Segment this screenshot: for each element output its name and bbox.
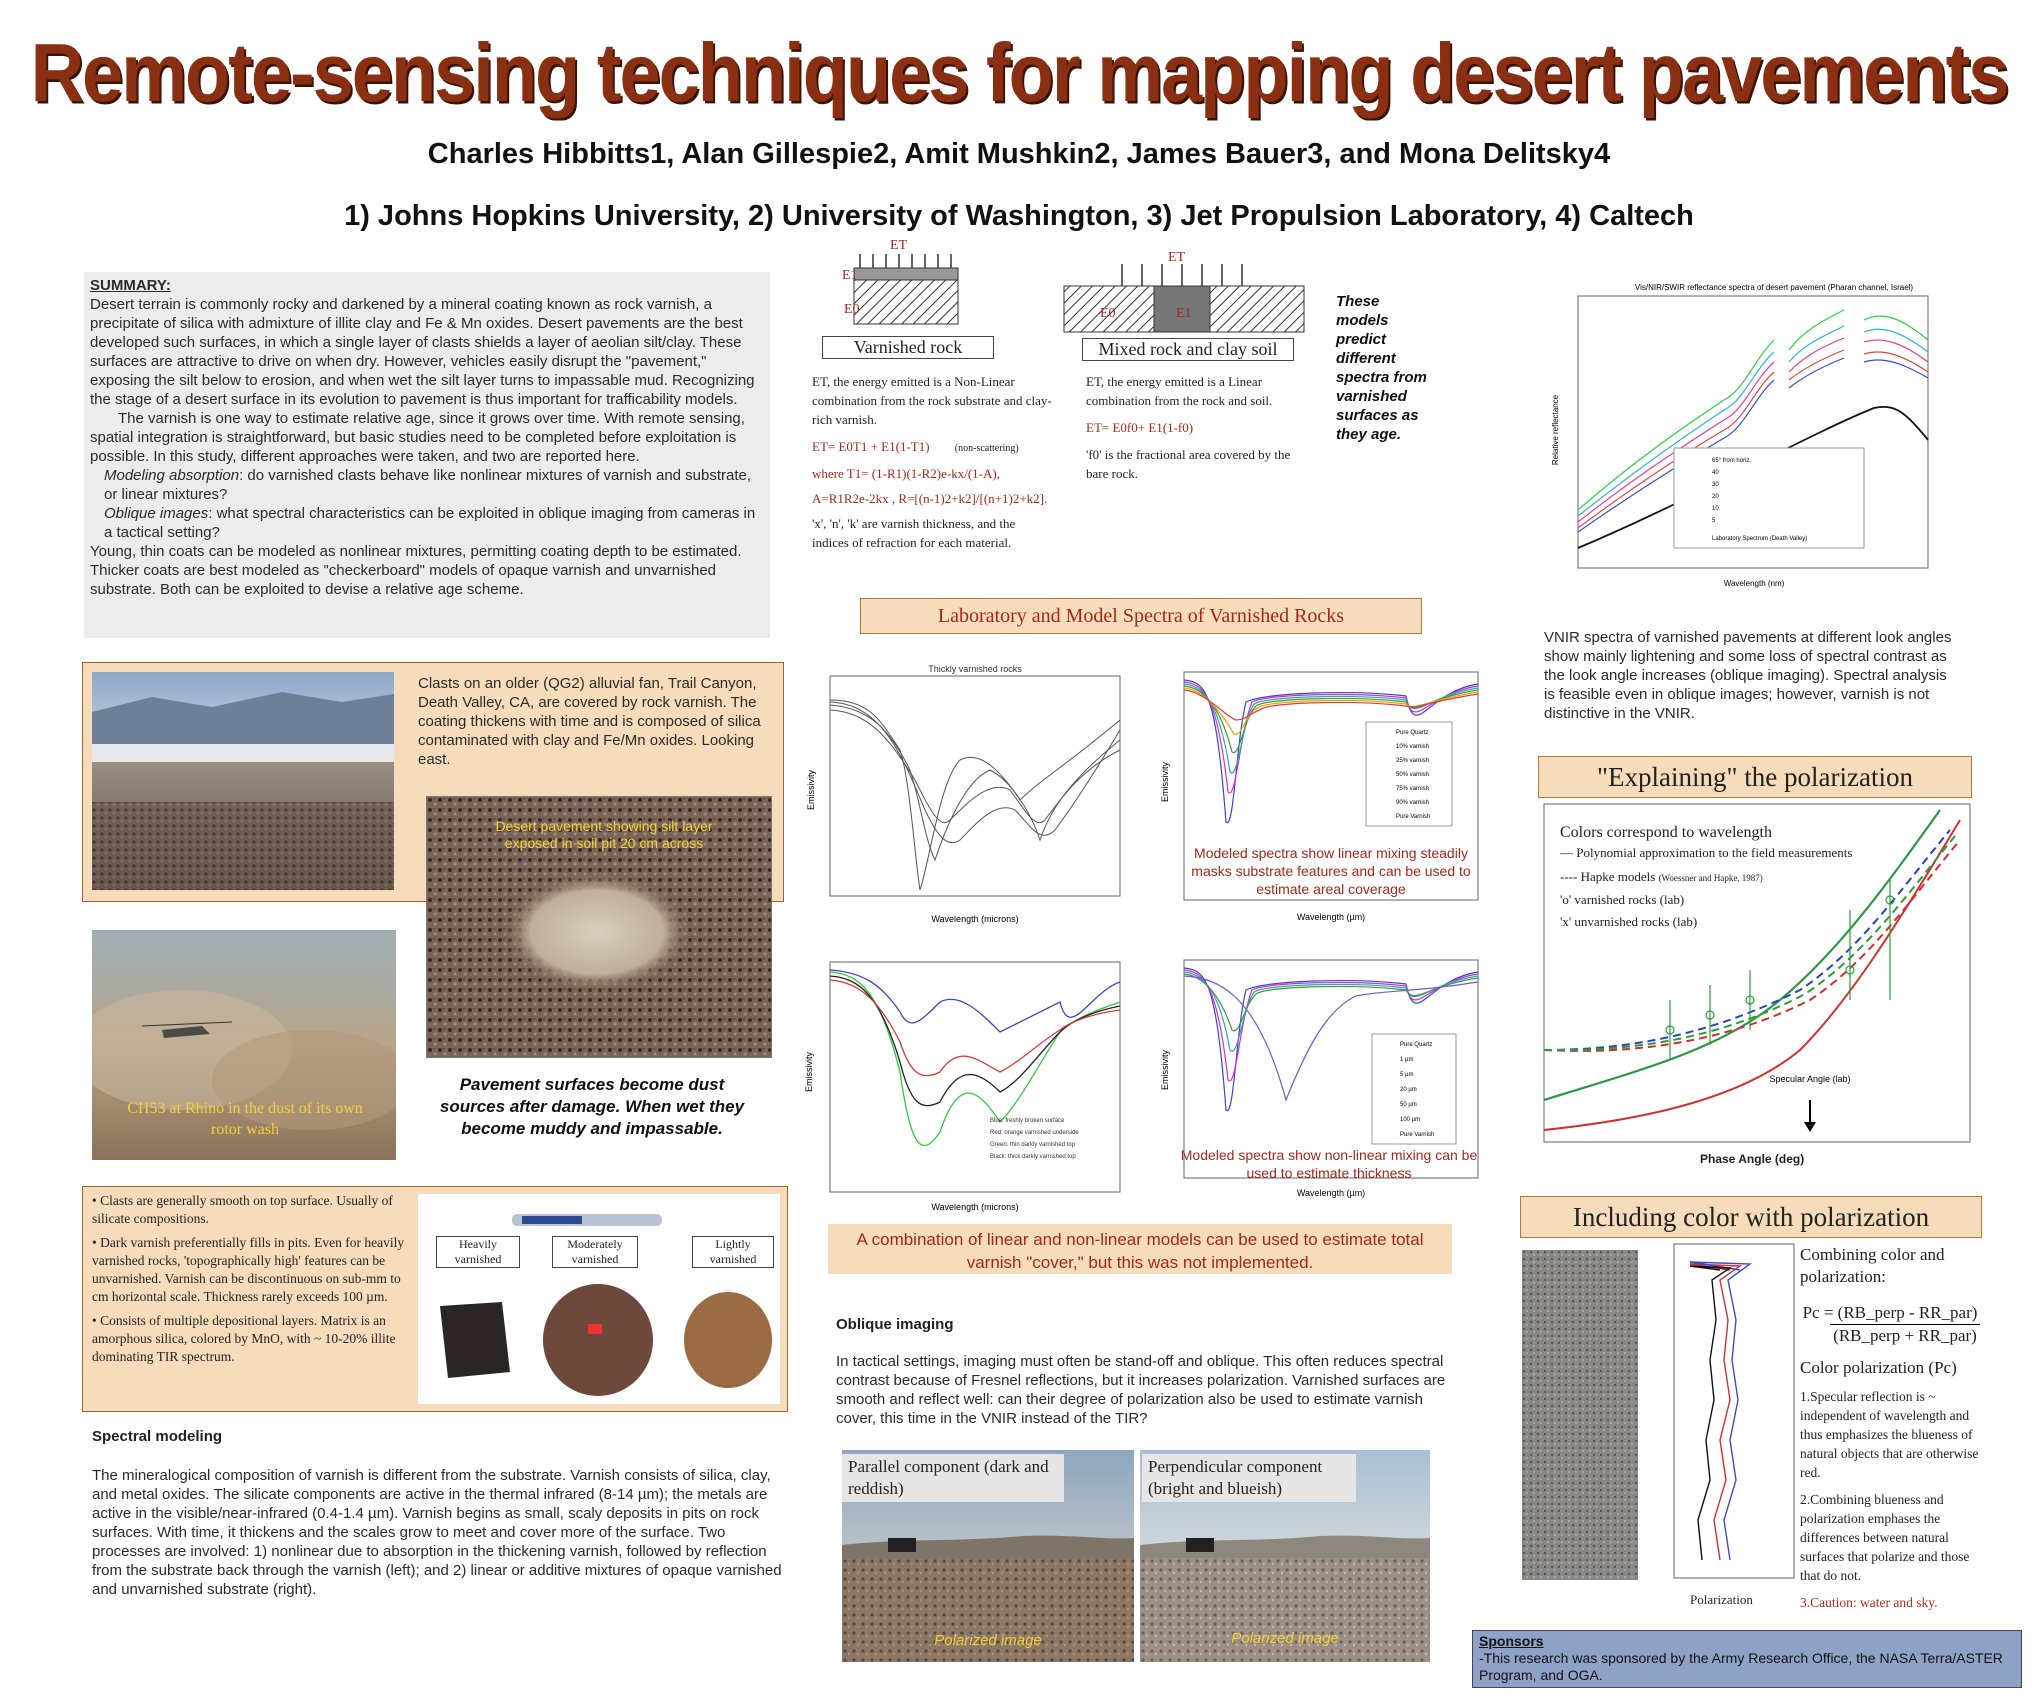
perpendicular-label: Perpendicular component (bright and blueish) [1142,1454,1356,1502]
vnir-legend-5: 5 [1712,518,1716,524]
oblique-text: In tactical settings, imaging must often be stand-off and oblique. This often reduces spectral contrast because of Fresnel reflections, but it increases polarization. Varnished surfaces are smooth and reflect well: can their degree of polarization also be used to estimate varnish cover, this time in the VNIR instead of the TIR? [836,1353,1446,1427]
summary-p3: : do varnished clasts behave like nonlinear mixtures of varnish and substrate, or linear mixtures? [104,467,752,503]
pol-legend-3: ---- Hapke models [1560,869,1656,884]
varnished-et: ET [890,238,908,253]
ground-strip-image [1522,1250,1638,1580]
color-pol-notes [1800,1244,1980,1612]
nonlinear-legend-3: 20 µm [1400,1087,1417,1093]
summary-panel [84,272,770,638]
heavily-varnished-label: Heavily varnished [436,1236,520,1268]
linear-model-text [1086,372,1306,483]
nonlinear-legend-6: Pure Varnish [1400,1132,1435,1138]
vnir-plot-title: Vis/NIR/SWIR reflectance spectra of desert pavement (Pharan channel, Israel) [1634,283,1914,292]
color-polarization-plot [1650,1240,1800,1588]
summary-p1: Desert terrain is commonly rocky and darkened by a mineral coating known as rock varnish, a precipitate of silica with admixture of illite clay and Fe & Mn oxides. Desert pavements are the best developed such surfaces, in which a single layer of clasts shields a layer of aeolian silt/clay. These surfaces are attractive to drive on when dry. However, vehicles easily disrupt the "pavement," exposing the silt below to erosion, and when wet the silt layer turns to impassable mud. Recognizing the stage of a desert surface in its evolution to pavement is thus important for trafficability models. [90,296,755,408]
linear-mix-caption: Modeled spectra show linear mixing steadily masks substrate features and can be used to estimate areal coverage [1191,845,1471,897]
lab-legend-1: Red: orange varnished underside [990,1130,1079,1136]
mixed-rock-label: Mixed rock and clay soil [1082,338,1294,361]
nonlinear-legend-4: 50 µm [1400,1102,1417,1108]
linear-legend-4: 75% varnish [1396,786,1430,792]
color-pol-note-3: 3.Caution: water and sky. [1800,1595,1938,1610]
color-pol-intro: Combining color and polarization: [1800,1245,1945,1286]
silt-caption: Desert pavement showing silt layer exposed in soil pit 20 cm across [495,818,713,851]
linear-plot-ylabel: Emissivity [1160,762,1170,802]
thick-plot-ylabel: Emissivity [806,770,816,810]
summary-p2: The varnish is one way to estimate relative age, since it grows over time. With remote sensing, spatial integration is straightforward, but basic studies need to be completed before exploitation is possible. In this study, different approaches were taken, and two are reported here. [90,410,745,465]
color-pol-note-2: 2.Combining blueness and polarization emphases the differences between natural surfaces that polarize and those that do not. [1800,1492,1970,1583]
nonlinear-plot-xlabel: Wavelength (µm) [1296,1188,1366,1198]
mixed-e1: E1 [1176,306,1192,321]
vnir-legend-6: Laboratory Spectrum (Death Valley) [1712,536,1808,542]
nonlinear-eq1: ET= E0T1 + E1(1-T1) [812,439,930,454]
lightly-varnished-label: Lightly varnished [692,1236,774,1268]
nonlinear-eq1-row [812,437,1052,458]
summary-p5: Young, thin coats can be modeled as nonlinear mixtures, permitting coating depth to be estimated. Thicker coats are best modeled as "checkerboard" models of opaque varnish and unvarnished substrate. Both can be exploited to devise a relative age scheme. [90,543,742,598]
lab-legend-0: Blue: freshly broken surface [990,1118,1065,1124]
mixed-e0: E0 [1100,306,1116,321]
pol-legend-2: — Polynomial approximation to the field measurements [1560,845,1853,860]
vnir-ylabel: Relative reflectance [1551,394,1560,466]
linear-legend-1: 10% varnish [1396,744,1430,750]
thick-plot-xlabel: Wavelength (microns) [931,914,1019,924]
varnished-rock-label: Varnished rock [822,336,994,359]
clasts-text [92,1192,414,1366]
linear-eq: ET= E0f0+ E1(1-f0) [1086,420,1194,435]
nonlinear-intro: ET, the energy emitted is a Non-Linear combination from the rock substrate and clay-rich varnish. [812,374,1052,427]
nonlinear-plot-ylabel: Emissivity [1160,1050,1170,1090]
color-pol-formula-top: Pc = (RB_perp - RR_par) [1802,1303,1978,1322]
linear-legend-5: 90% varnish [1396,800,1430,806]
lab-plot-ylabel: Emissivity [804,1052,814,1092]
varnished-e0: E0 [844,302,860,317]
ch53-caption: CH53 at Rhino in the dust of its own rotor wash [127,1100,363,1138]
vnir-caption: VNIR spectra of varnished pavements at different look angles show mainly lightening and some loss of spectral contrast as the look angle increases (oblique imaging). Spectral analysis is feasible even in oblique images; however, varnish is not distinctive in the VNIR. [1544,629,1952,722]
vnir-legend-0: 65° from horiz. [1712,458,1752,464]
lab-plot-xlabel: Wavelength (microns) [931,1202,1019,1212]
lab-spectra-plot [800,952,1134,1222]
polarization-heading: "Explaining" the polarization [1538,756,1972,798]
nonlinear-eq2: where T1= (1-R1)(1-R2)e-kx/(1-A), [812,466,1000,481]
combination-note: A combination of linear and non-linear models can be used to estimate total varnish "cover," but this was not implemented. [828,1224,1452,1274]
linear-legend-6: Pure Varnish [1396,814,1431,820]
linear-legend-0: Pure Quartz [1396,730,1429,736]
models-predict-note: These models predict different spectra from varnished surfaces as they age. [1336,293,1427,443]
oblique-heading: Oblique imaging [836,1316,954,1333]
summary-p4-label: Oblique images [104,505,209,522]
nonlinear-legend-5: 100 µm [1400,1117,1421,1123]
pol-legend-3-ref: (Woessner and Hapke, 1987) [1658,873,1763,883]
linear-legend-2: 25% varnish [1396,758,1430,764]
nonlinear-legend-0: Pure Quartz [1400,1042,1433,1048]
vnir-legend-2: 30 [1712,482,1719,488]
nonlinear-model-text [812,372,1052,552]
color-pol-formula-bottom: (RB_perp + RR_par) [1830,1324,1980,1347]
color-pol-label: Color polarization (Pc) [1800,1358,1957,1377]
summary-p4: : what spectral characteristics can be exploited in oblique imaging from cameras in a tactical setting? [104,505,756,541]
varnished-e1: E1 [842,268,858,283]
ground-strip-photo [1522,1250,1638,1580]
sponsors-text: -This research was sponsored by the Army Research Office, the NASA Terra/ASTER Program, and OGA. [1479,1650,2003,1683]
rock-samples-image [418,1194,780,1404]
polarization-xlabel: Phase Angle (deg) [1700,1152,1805,1166]
summary-heading: SUMMARY: [90,277,171,294]
spectral-modeling-heading: Spectral modeling [92,1428,223,1445]
dust-caption: Pavement surfaces become dust sources after damage. When wet they become muddy and impassable. [439,1075,745,1138]
clasts-bullet-1: • Clasts are generally smooth on top surface. Usually of silicate compositions. [92,1193,393,1226]
pol-legend-4: 'o' varnished rocks (lab) [1560,892,1685,907]
nonlinear-legend-1: 1 µm [1400,1057,1414,1063]
vnir-xlabel: Wavelength (nm) [1723,579,1785,588]
sponsors-box [1472,1630,2022,1688]
parallel-polarized-label: Polarized image [934,1632,1042,1649]
linear-plot-xlabel: Wavelength (µm) [1296,912,1366,922]
pol-legend-3-row [1560,868,1860,887]
vnir-legend-3: 20 [1712,494,1719,500]
linear-legend-3: 50% varnish [1396,772,1430,778]
lab-legend-3: Black: thick darkly varnished top [990,1154,1076,1160]
vnir-reflectance-plot [1544,280,1944,600]
color-pol-note-1: 1.Specular reflection is ~ independent of wavelength and thus emphasizes the blueness of natural objects that are otherwise red. [1800,1389,1979,1480]
pol-legend-1: Colors correspond to wavelength [1560,824,1772,841]
alluvial-fan-image [92,672,394,890]
nonlinear-legend-2: 5 µm [1400,1072,1414,1078]
rock-samples-photo [418,1194,780,1404]
lab-legend-2: Green: thin darkly varnished top [990,1142,1076,1148]
summary-p3-label: Modeling absorption [104,467,240,484]
lab-spectra-heading: Laboratory and Model Spectra of Varnished Rocks [860,598,1422,634]
parallel-label: Parallel component (dark and reddish) [842,1454,1064,1502]
varnished-rock-diagram [840,238,980,338]
spectral-modeling-text: The mineralogical composition of varnish is different from the substrate. Varnish consists of silica, clay, and metal oxides. The silicate components are active in the thermal infrared (8-14 µm); the metals are active in the visible/near-infrared (0.4-1.4 µm). Varnish begins as small, scaly deposits in pits on rock surfaces. With time, it thickens and the scales grow to meet and cover more of the surface. Two processes are involved: 1) nonlinear due to absorption in the thickening varnish, followed by reflection from the substrate back through the varnish (left); and 2) linear or additive mixtures of opaque varnished and unvarnished substrate (right). [92,1467,782,1598]
clasts-bullet-2: • Dark varnish preferentially fills in pits. Even for heavily varnished rocks, 'topographically high' features can be unvarnished. Varnish can be discontinuous on sub-mm to cm horizontal scale. Thickness rarely exceeds 100 µm. [92,1235,405,1304]
nonlinear-mix-caption: Modeled spectra show non-linear mixing can be used to estimate thickness [1180,1147,1478,1181]
alluvial-fan-photo [92,672,394,890]
polarization-legend [1560,824,1860,931]
specular-angle-label: Specular Angle (lab) [1769,1074,1851,1084]
nonlinear-eq3: A=R1R2e-2kx , R=[(n-1)2+k2]/[(n+1)2+k2]. [812,491,1048,506]
poster-title: Remote-sensing techniques for mapping desert pavements [30,26,2008,119]
affiliation-list: 1) Johns Hopkins University, 2) University of Washington, 3) Jet Propulsion Laboratory, 4) Caltech [344,200,1694,232]
vnir-legend-1: 40 [1712,470,1719,476]
fan-caption: Clasts on an older (QG2) alluvial fan, Trail Canyon, Death Valley, CA, are covered by rock varnish. The coating thickens with time and is composed of silica contaminated with clay and Fe/Mn oxides. Looking east. [418,675,761,768]
thick-varnish-plot [800,660,1134,930]
nonlinear-eq1-note: (non-scattering) [954,443,1019,454]
linear-eq-note: 'f0' is the fractional area covered by the bare rock. [1086,447,1291,481]
vnir-legend-4: 10 [1712,506,1719,512]
mixed-et: ET [1168,250,1186,265]
sponsors-heading: Sponsors [1479,1633,1544,1649]
author-list: Charles Hibbitts1, Alan Gillespie2, Amit Mushkin2, James Bauer3, and Mona Delitsky4 [427,138,1611,170]
perpendicular-polarized-label: Polarized image [1231,1630,1339,1647]
nonlinear-eq-note: 'x', 'n', 'k' are varnish thickness, and the indices of refraction for each material. [812,516,1016,550]
color-polarization-heading: Including color with polarization [1520,1196,1982,1238]
clasts-bullet-3: • Consists of multiple depositional layers. Matrix is an amorphous silica, colored by MnO, with ~ 10-20% illite dominating TIR spectrum. [92,1313,396,1364]
polarization-axis-label: Polarization [1690,1592,1753,1607]
pol-legend-5: 'x' unvarnished rocks (lab) [1560,914,1698,929]
linear-intro: ET, the energy emitted is a Linear combination from the rock and soil. [1086,374,1273,408]
thick-plot-title: Thickly varnished rocks [928,664,1022,674]
moderately-varnished-label: Moderately varnished [552,1236,638,1268]
